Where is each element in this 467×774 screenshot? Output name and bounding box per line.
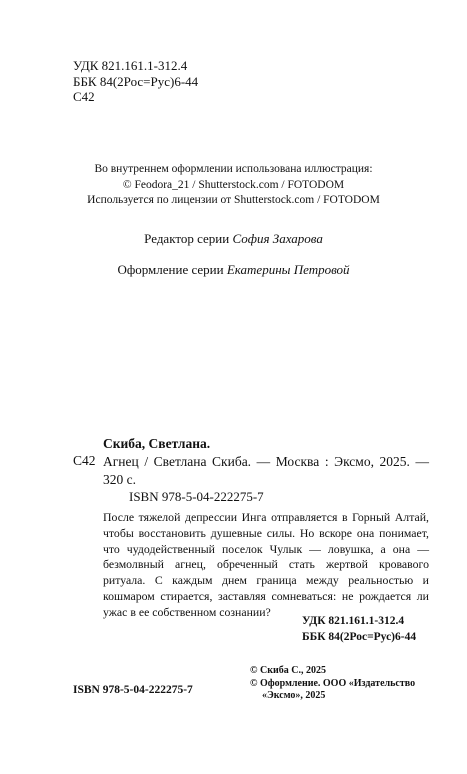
classification-block-bottom <box>302 614 416 645</box>
author-mark-bib: С42 <box>73 453 96 468</box>
copyright-design: © Оформление. ООО «Издательство <box>250 677 416 689</box>
series-design <box>0 262 467 278</box>
illustration-credit-line: Во внутреннем оформлении использована иллюстрация: <box>94 163 373 175</box>
copyright-author: © Скиба С., 2025 <box>250 665 326 676</box>
series-editor <box>0 231 467 247</box>
illustration-credits <box>0 162 467 209</box>
udk-code: УДК 821.161.1-312.4 <box>73 58 188 73</box>
copyright-publisher: «Эксмо», 2025 <box>262 690 326 701</box>
classification-block-top <box>73 58 198 105</box>
illustration-credit-line: © Feodora_21 / Shutterstock.com / FOTODOM <box>122 178 345 191</box>
series-editor-name: София Захарова <box>232 231 323 246</box>
illustration-credit-line: Используется по лицензии от Shutterstock.com / FOTODOM <box>87 194 380 206</box>
series-design-name: Екатерины Петровой <box>226 262 350 277</box>
series-design-label: Оформление серии <box>117 262 227 277</box>
bbk-code-bottom: ББК 84(2Рос=Рус)6-44 <box>302 630 417 643</box>
udk-code-bottom: УДК 821.161.1-312.4 <box>302 615 405 627</box>
author-mark: С42 <box>73 89 95 104</box>
annotation: После тяжелой депрессии Инга отправляется в Горный Алтай, чтобы восстановить душевные силы. Но вскоре она понимает, что чудодейственный поселок Чулык — ловушка, а она — безмолвный агнец, обреченный стать жертвой кровавого ритуала. С каждым днем граница между реальностью и кошмаром стирается, заставляя сомневаться: не рождается ли ужас в ее собственном сознании? <box>103 510 429 619</box>
author-heading: Скиба, Светлана. <box>103 436 211 451</box>
bibliographic-entry: Агнец / Светлана Скиба. — Москва : Эксмо, 2025. — 320 с. <box>103 454 429 487</box>
bbk-code: ББК 84(2Рос=Рус)6-44 <box>73 73 199 89</box>
copyright-block <box>250 665 415 703</box>
series-editor-label: Редактор серии <box>144 231 233 246</box>
isbn-entry: ISBN 978-5-04-222275-7 <box>129 489 264 504</box>
isbn-bottom: ISBN 978-5-04-222275-7 <box>73 684 193 696</box>
